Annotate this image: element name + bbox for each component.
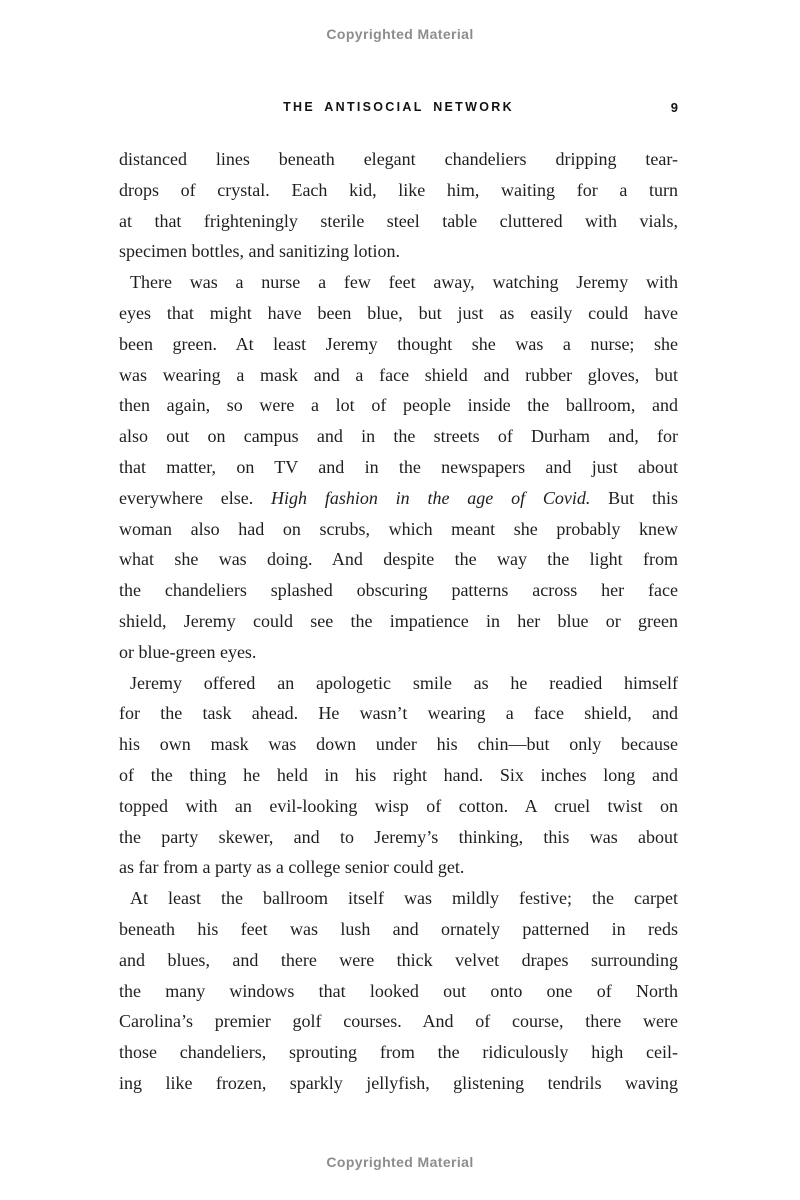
text-line: [119, 606, 678, 637]
text-line: [119, 945, 678, 976]
text-line: [119, 544, 678, 575]
text-run: been green. At least Jeremy thought she was a nurse; she: [119, 333, 678, 354]
text-line: [119, 1068, 678, 1099]
text-run: at that frighteningly sterile steel table cluttered with vials,: [119, 210, 678, 231]
text-line: [119, 852, 678, 883]
text-run: that matter, on TV and in the newspapers and just about: [119, 456, 678, 477]
text-run: specimen bottles, and sanitizing lotion.: [119, 241, 400, 262]
copyright-notice-bottom: Copyrighted Material: [326, 1154, 474, 1170]
page-number: 9: [670, 100, 678, 115]
text-run: was wearing a mask and a face shield and rubber gloves, but: [119, 364, 678, 385]
text-run: everywhere else.: [119, 487, 272, 508]
text-line: [119, 329, 678, 360]
text-line: [119, 236, 678, 267]
text-run: or blue-green eyes.: [119, 641, 257, 662]
text-run: distanced lines beneath elegant chandeliers dripping tear-: [119, 149, 678, 169]
text-line: [119, 883, 678, 914]
text-run: drops of crystal. Each kid, like him, waiting for a turn: [119, 179, 678, 200]
text-run: as far from a party as a college senior could get.: [119, 857, 465, 878]
paragraph: [119, 883, 678, 1099]
text-line: [119, 1006, 678, 1037]
text-line: [119, 914, 678, 945]
text-line: [119, 175, 678, 206]
text-line: [119, 822, 678, 853]
text-line: [119, 452, 678, 483]
text-line: [119, 575, 678, 606]
text-run: of the thing he held in his right hand. Six inches long and: [119, 764, 678, 785]
paragraph: [119, 144, 678, 267]
text-run: the many windows that looked out onto one of North: [119, 980, 678, 1001]
text-run: But this: [590, 487, 679, 508]
text-run: and blues, and there were thick velvet drapes surrounding: [119, 949, 678, 970]
text-run: ing like frozen, sparkly jellyfish, glistening tendrils waving: [119, 1072, 678, 1093]
text-run: those chandeliers, sprouting from the ridiculously high ceil-: [119, 1042, 678, 1063]
text-line: [119, 144, 678, 175]
paragraph: [119, 668, 678, 884]
text-line: [119, 1037, 678, 1068]
text-line: [119, 206, 678, 237]
text-line: [119, 698, 678, 729]
text-line: [119, 360, 678, 391]
text-run: his own mask was down under his chin—but only because: [119, 734, 678, 755]
text-run: There was a nurse a few feet away, watching Jeremy with: [130, 272, 678, 293]
text-run: Carolina’s premier golf courses. And of course, there were: [119, 1011, 678, 1032]
text-run: eyes that might have been blue, but just as easily could have: [119, 302, 678, 323]
text-line: [119, 791, 678, 822]
text-run: what she was doing. And despite the way the light from: [119, 549, 678, 570]
text-run: topped with an evil-looking wisp of cotton. A cruel twist on: [119, 795, 678, 816]
text-line: [119, 298, 678, 329]
page-body-text: [119, 144, 678, 1099]
text-line: [119, 729, 678, 760]
text-line: [119, 390, 678, 421]
running-header: [119, 100, 678, 118]
text-line: [119, 421, 678, 452]
text-run: then again, so were a lot of people inside the ballroom, and: [119, 395, 678, 416]
text-line: [119, 976, 678, 1007]
paragraph: [119, 267, 678, 667]
text-run: for the task ahead. He wasn’t wearing a face shield, and: [119, 703, 678, 724]
copyright-notice-top: Copyrighted Material: [326, 26, 474, 42]
text-run: shield, Jeremy could see the impatience in her blue or green: [119, 610, 678, 631]
text-run: Jeremy offered an apologetic smile as he readied himself: [130, 672, 678, 693]
text-run: the party skewer, and to Jeremy’s thinking, this was about: [119, 826, 678, 847]
text-run: At least the ballroom itself was mildly festive; the carpet: [130, 888, 678, 909]
text-line: [119, 668, 678, 699]
text-run: the chandeliers splashed obscuring patterns across her face: [119, 580, 678, 601]
text-line: [119, 637, 678, 668]
text-run: also out on campus and in the streets of Durham and, for: [119, 426, 678, 447]
text-line: [119, 514, 678, 545]
book-title-header: THE ANTISOCIAL NETWORK: [283, 100, 514, 114]
text-line: [119, 760, 678, 791]
italic-text-run: High fashion in the age of Covid.: [271, 487, 591, 508]
text-run: beneath his feet was lush and ornately patterned in reds: [119, 918, 678, 939]
text-line: [119, 267, 678, 298]
text-run: woman also had on scrubs, which meant she probably knew: [119, 518, 678, 539]
text-line: [119, 483, 678, 514]
